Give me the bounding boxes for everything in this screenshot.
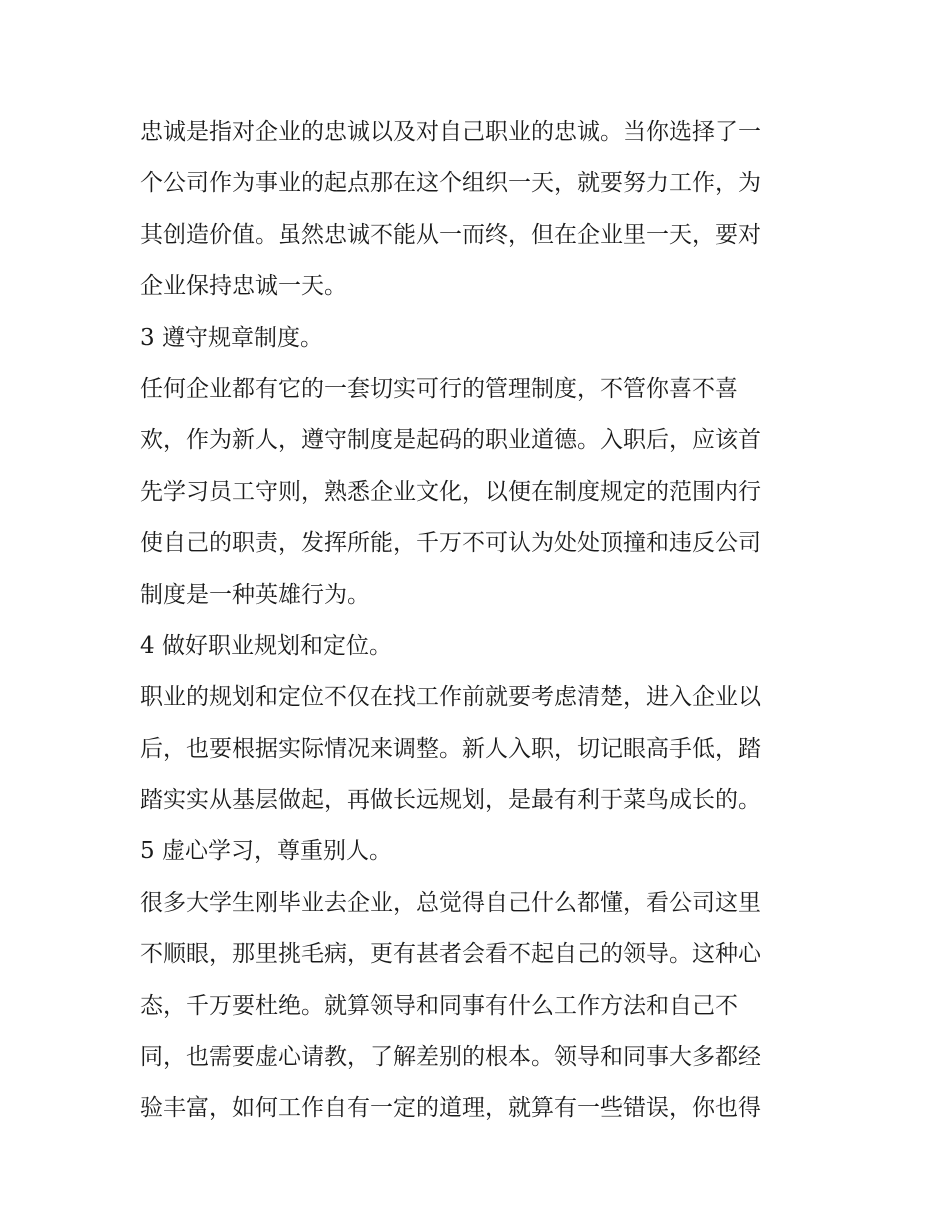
text-line: 忠诚是指对企业的忠诚以及对自己职业的忠诚。当你选择了一: [140, 119, 761, 145]
text-line: 制度是一种英雄行为。: [140, 581, 370, 608]
text-line: 踏实实从基层做起，再做长远规划，是最有利于菜鸟成长的。: [140, 787, 761, 814]
text-line: 很多大学生刚毕业去企业，总觉得自己什么都懂，看公司这里: [140, 889, 761, 916]
text-line: 企业保持忠诚一天。: [140, 273, 347, 300]
section-heading-5: 5 虚心学习，尊重别人。: [140, 838, 392, 865]
text-line: 后，也要根据实际情况来调整。新人入职，切记眼高手低，踏: [140, 735, 761, 762]
text-line: 使自己的职责，发挥所能，千万不可认为处处顶撞和违反公司: [140, 530, 761, 557]
text-line: 态，千万要杜绝。就算领导和同事有什么工作方法和自己不: [140, 992, 738, 1019]
text-line: 验丰富，如何工作自有一定的道理，就算有一些错误，你也得: [140, 1095, 761, 1122]
section-heading-4: 4 做好职业规划和定位。: [140, 632, 392, 659]
text-line: 不顺眼，那里挑毛病，更有甚者会看不起自己的领导。这种心: [140, 941, 761, 968]
body-text: [140, 107, 820, 1135]
section-heading-3: 3 遵守规章制度。: [140, 324, 323, 351]
text-line: 职业的规划和定位不仅在找工作前就要考虑清楚，进入企业以: [140, 684, 761, 711]
text-line: 其创造价值。虽然忠诚不能从一而终，但在企业里一天，要对: [140, 221, 761, 248]
text-line: 个公司作为事业的起点那在这个组织一天，就要努力工作，为: [140, 170, 761, 197]
text-line: 任何企业都有它的一套切实可行的管理制度，不管你喜不喜: [140, 375, 738, 402]
text-line: 先学习员工守则，熟悉企业文化，以便在制度规定的范围内行: [140, 478, 761, 505]
text-line: 同，也需要虚心请教，了解差别的根本。领导和同事大多都经: [140, 1044, 761, 1071]
text-line: 欢，作为新人，遵守制度是起码的职业道德。入职后，应该首: [140, 427, 761, 454]
